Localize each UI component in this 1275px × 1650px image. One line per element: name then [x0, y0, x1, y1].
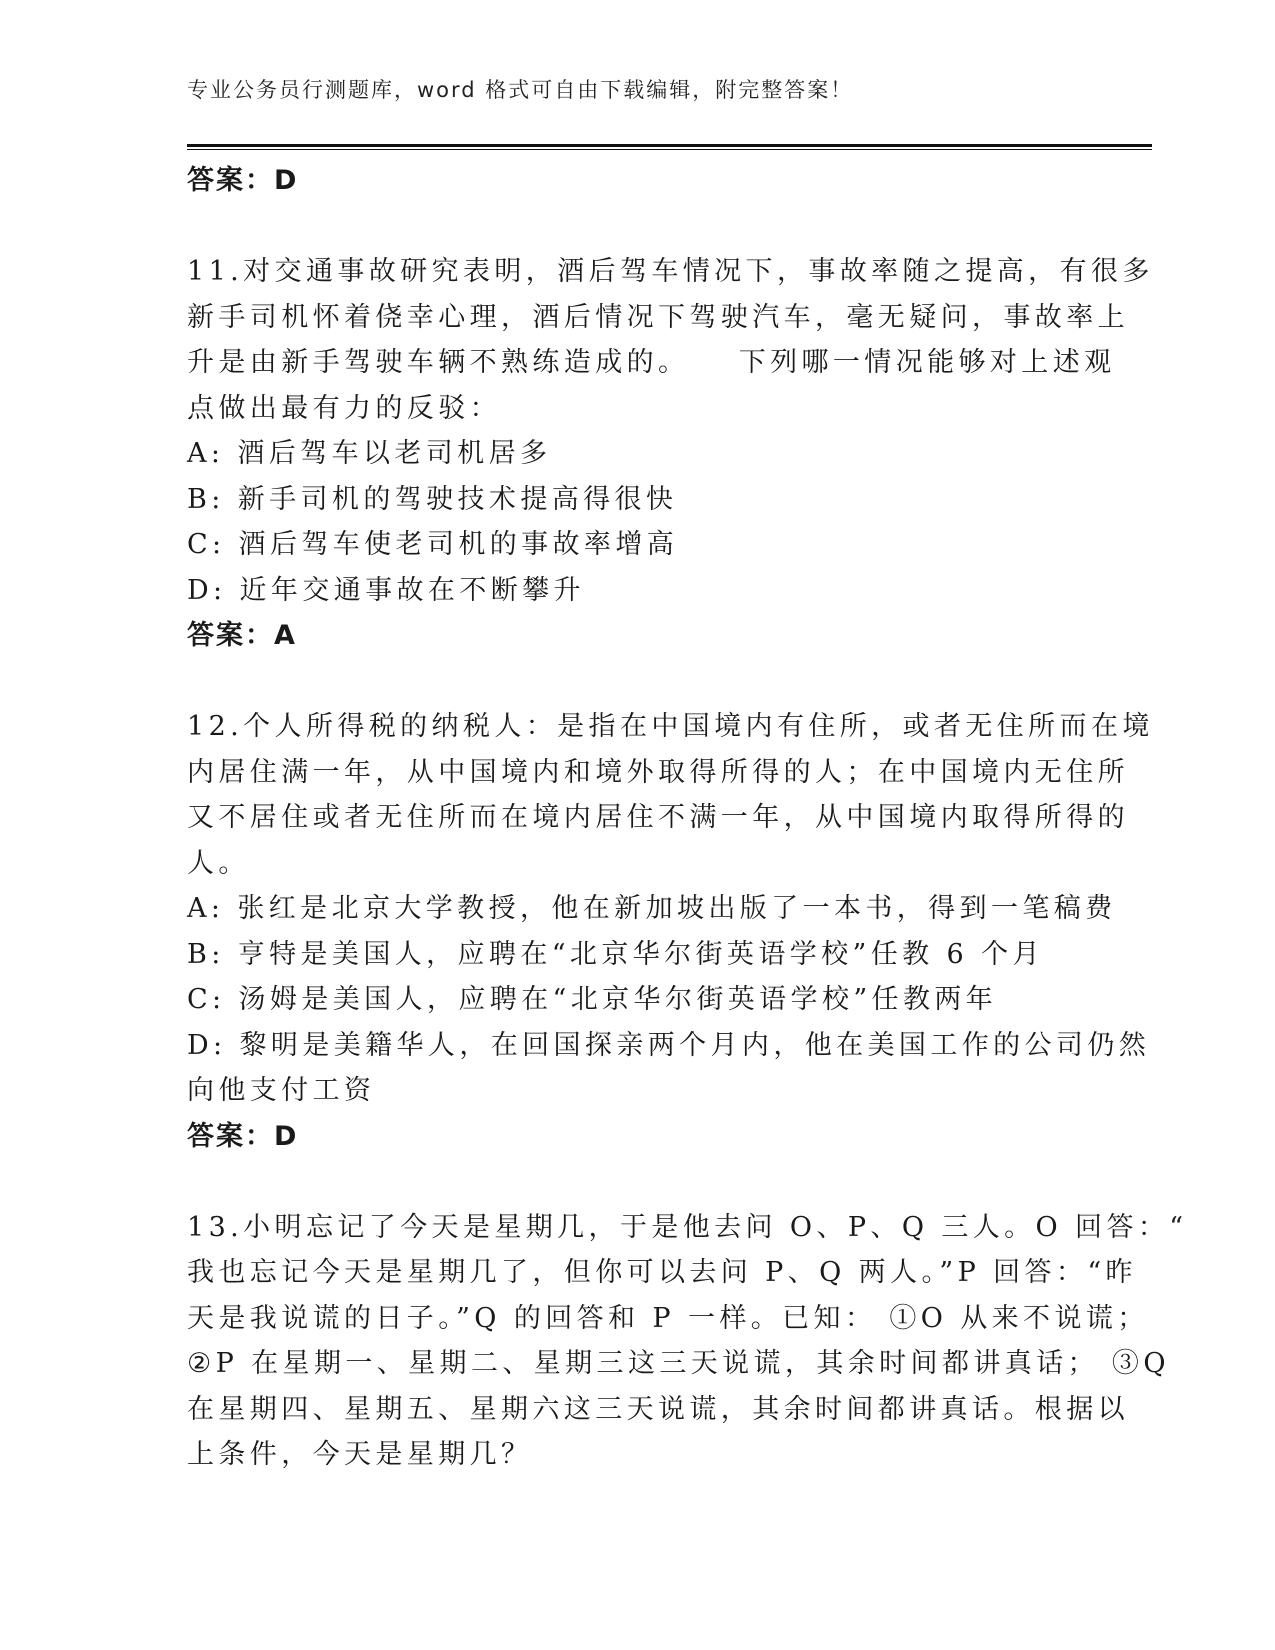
question-text-line: 天是我说谎的日子。”Q 的回答和 P 一样。已知： ①O 从来不说谎； [187, 1302, 1149, 1334]
option-a: A: 张红是北京大学教授，他在新加坡出版了一本书，得到一笔稿费 [187, 893, 1117, 924]
answer-q10: 答案：D [187, 165, 299, 196]
document-body [187, 158, 1188, 1478]
question-11 [187, 249, 1154, 659]
option-b: B: 亨特是美国人，应聘在“北京华尔街英语学校”任教 6 个月 [187, 938, 1044, 970]
header-divider [187, 144, 1152, 150]
answer-q12: 答案：D [187, 1120, 299, 1152]
question-text-line: 人。 [187, 847, 250, 879]
question-12 [187, 704, 1154, 1159]
option-c: C: 酒后驾车使老司机的事故率增高 [187, 529, 679, 560]
question-text-line: 升是由新手驾驶车辆不熟练造成的。 下列哪一情况能够对上述观 [187, 347, 1116, 378]
question-text-line: 点做出最有力的反驳： [187, 392, 501, 424]
option-c: C: 汤姆是美国人，应聘在“北京华尔街英语学校”任教两年 [187, 984, 998, 1015]
question-text-line: 12.个人所得税的纳税人：是指在中国境内有住所，或者无住所而在境 [187, 711, 1154, 742]
question-text-line: 上条件，今天是星期几？ [187, 1439, 533, 1470]
option-d-continued: 向他支付工资 [187, 1075, 376, 1106]
question-text-line: 内居住满一年，从中国境内和境外取得所得的人；在中国境内无住所 [187, 756, 1129, 788]
answer-q11: 答案：A [187, 620, 297, 651]
question-text-line: 在星期四、星期五、星期六这三天说谎，其余时间都讲真话。根据以 [187, 1393, 1129, 1425]
page-header: 专业公务员行测题库，word 格式可自由下载编辑，附完整答案！ [187, 78, 854, 102]
option-b: B: 新手司机的驾驶技术提高得很快 [187, 483, 678, 515]
spacer [187, 204, 1087, 250]
question-text-line: 新手司机怀着侥幸心理，酒后情况下驾驶汽车，毫无疑问，事故率上 [187, 301, 1129, 333]
question-text-line: 13.小明忘记了今天是星期几，于是他去问 O、P、Q 三人。O 回答：“ [187, 1211, 1188, 1243]
spacer [187, 1159, 1087, 1205]
option-d: D: 近年交通事故在不断攀升 [187, 574, 585, 606]
question-text-line: 我也忘记今天是星期几了，但你可以去问 P、Q 两人。”P 回答：“昨 [187, 1257, 1137, 1288]
question-text-line: 又不居住或者无住所而在境内居住不满一年，从中国境内取得所得的 [187, 802, 1129, 833]
option-d: D: 黎明是美籍华人，在回国探亲两个月内，他在美国工作的公司仍然 [187, 1029, 1151, 1061]
question-text-line: 11.对交通事故研究表明，酒后驾车情况下，事故率随之提高，有很多 [187, 256, 1154, 287]
spacer [187, 659, 1087, 705]
question-text-line: ②P 在星期一、星期二、星期三这三天说谎，其余时间都讲真话； ③Q [187, 1348, 1170, 1379]
option-a: A: 酒后驾车以老司机居多 [187, 438, 552, 469]
question-13 [187, 1205, 1188, 1478]
